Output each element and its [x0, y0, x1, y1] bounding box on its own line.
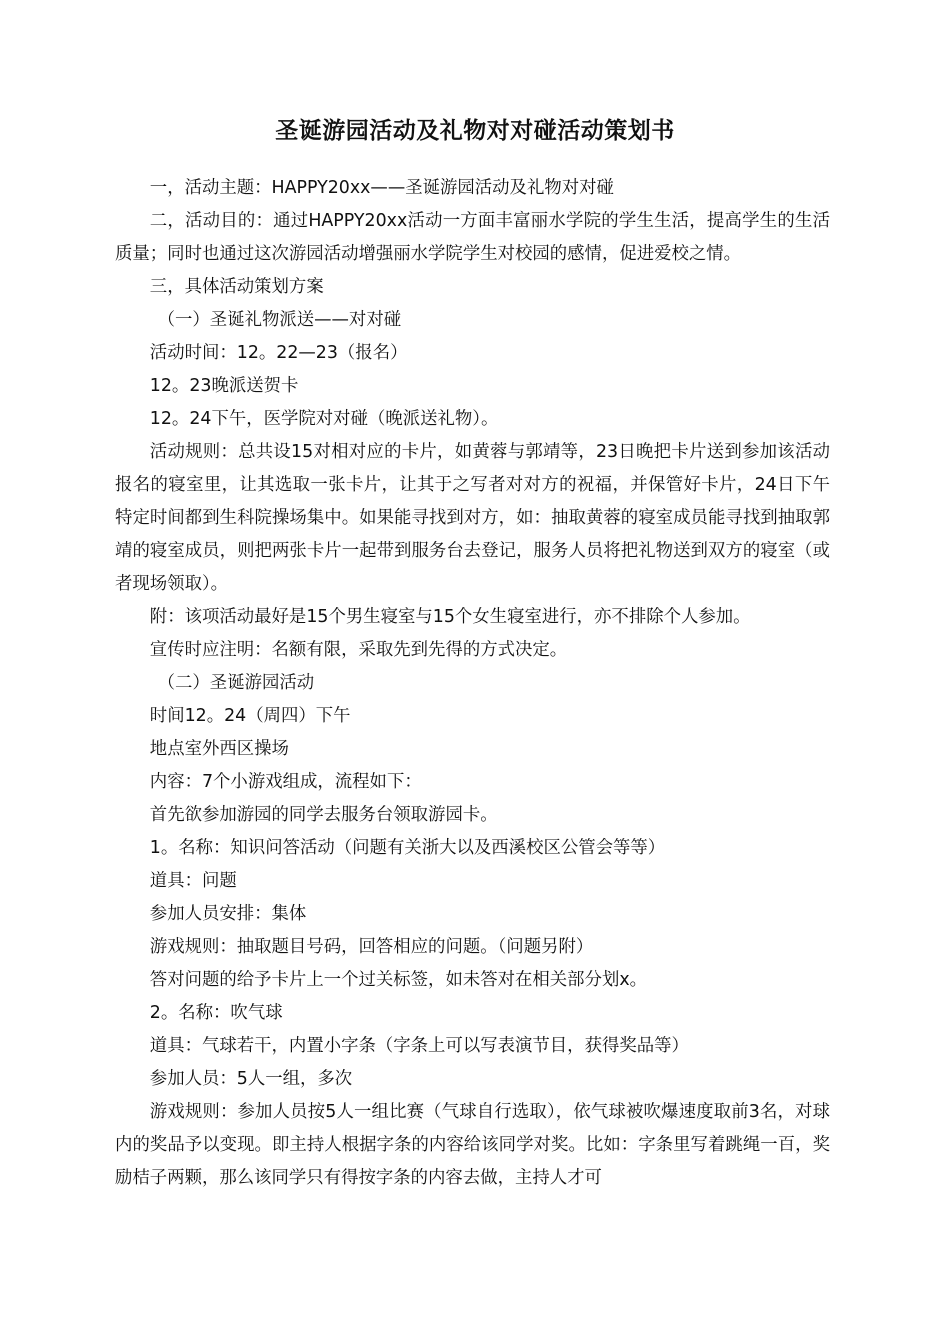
- paragraph-gift-note: 附：该项活动最好是15个男生寝室与15个女生寝室进行，亦不排除个人参加。: [149, 607, 751, 627]
- document-title: 圣诞游园活动及礼物对对碰活动策划书: [275, 118, 675, 144]
- paragraph-gift-time: 活动时间：12。22—23（报名）: [149, 343, 408, 363]
- paragraph-gift-rules: 活动规则：总共设15对相对应的卡片，如黄蓉与郭靖等，23日晚把卡片送到参加该活动报名的寝室里，让其选取一张卡片，让其于之写者对对方的祝福，并保管好卡片，24日下午特定时间都到生科院操场集中。如果能寻找到对方，如：抽取黄蓉的寝室成员能寻找到抽取郭靖的寝室成员，则把两张卡片一起带到服务台去登记，服务人员将把礼物送到双方的寝室（或者现场领取）。: [115, 442, 830, 594]
- paragraph-gift-card-delivery: 12。23晚派送贺卡: [149, 376, 299, 396]
- paragraph-gift-publicity: 宣传时应注明：名额有限，采取先到先得的方式决定。: [149, 640, 568, 660]
- paragraph-game1-reward: 答对问题的给予卡片上一个过关标签，如未答对在相关部分划x。: [149, 970, 648, 990]
- paragraph-game2-rules: 游戏规则：参加人员按5人一组比赛（气球自行选取），依气球被吹爆速度取前3名，对球内的奖品予以变现。即主持人根据字条的内容给该同学对奖。比如：字条里写着跳绳一百，奖励桔子两颗，那么该同学只有得按字条的内容去做，主持人才可: [115, 1102, 830, 1188]
- paragraph-section-gift-heading: （一）圣诞礼物派送——对对碰: [157, 310, 402, 330]
- paragraph-fair-location: 地点室外西区操场: [149, 739, 289, 759]
- paragraph-game1-participants: 参加人员安排：集体: [149, 904, 307, 924]
- paragraph-plan-heading: 三，具体活动策划方案: [149, 277, 324, 297]
- paragraph-theme: 一，活动主题：HAPPY20xx——圣诞游园活动及礼物对对碰: [149, 178, 614, 198]
- paragraph-game1-props: 道具：问题: [149, 871, 237, 891]
- paragraph-game2-props: 道具：气球若干，内置小字条（字条上可以写表演节目，获得奖品等）: [149, 1036, 689, 1056]
- paragraph-fair-time: 时间12。24（周四）下午: [149, 706, 351, 726]
- paragraph-game1-name: 1。名称：知识问答活动（问题有关浙大以及西溪校区公管会等等）: [149, 838, 666, 858]
- paragraph-game2-participants: 参加人员：5人一组，多次: [149, 1069, 353, 1089]
- paragraph-purpose: 二，活动目的：通过HAPPY20xx活动一方面丰富丽水学院的学生生活，提高学生的生活质量；同时也通过这次游园活动增强丽水学院学生对校园的感情，促进爱校之情。: [115, 211, 830, 264]
- paragraph-gift-matching: 12。24下午，医学院对对碰（晚派送礼物）。: [149, 409, 499, 429]
- paragraph-fair-first-step: 首先欲参加游园的同学去服务台领取游园卡。: [149, 805, 498, 825]
- paragraph-game1-rules: 游戏规则：抽取题目号码，回答相应的问题。（问题另附）: [149, 937, 594, 957]
- paragraph-game2-name: 2。名称：吹气球: [149, 1003, 283, 1023]
- paragraph-fair-content: 内容：7个小游戏组成，流程如下：: [149, 772, 422, 792]
- document-body: [115, 172, 830, 1195]
- paragraph-section-fair-heading: （二）圣诞游园活动: [157, 673, 315, 693]
